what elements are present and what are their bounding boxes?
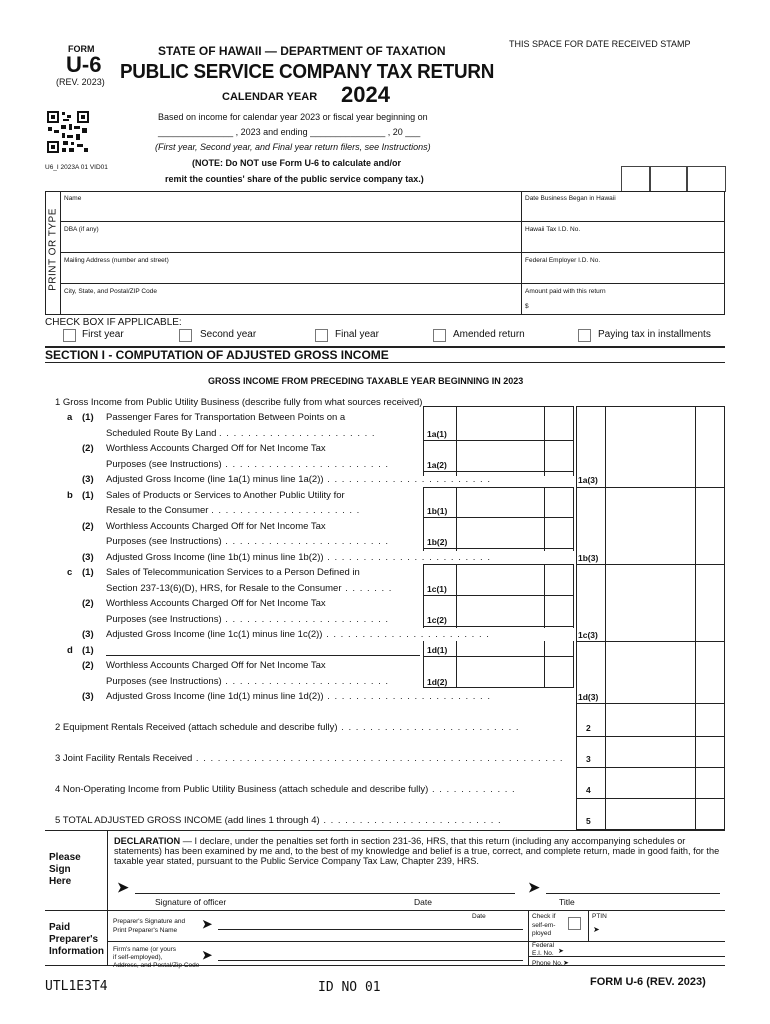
line-2-text: 2 Equipment Rentals Received (attach schedule and describe fully) . . . . . . . . . . . . . . . . . . . . . . . . . bbox=[55, 722, 520, 733]
ref-1c2: 1c(2) bbox=[427, 615, 447, 625]
amount-1b3[interactable] bbox=[608, 548, 692, 562]
fein-arrow-icon: ➤ bbox=[558, 948, 564, 955]
line-1b1-text-2: Resale to the Consumer . . . . . . . . . . . . . . . . . . . . . bbox=[106, 505, 361, 516]
city-field[interactable] bbox=[64, 298, 514, 312]
amount-3[interactable] bbox=[608, 750, 692, 764]
form-word: FORM bbox=[68, 44, 95, 54]
period-line[interactable]: _______________ , 2023 and ending _______________ , 20 ___ bbox=[158, 127, 421, 137]
line-1b-letter: b bbox=[67, 490, 73, 501]
line-1b1-num: (1) bbox=[82, 490, 94, 501]
declaration-text: DECLARATION — I declare, under the penalties set forth in section 231-36, HRS, that this return (including any accompanying schedules or statements) has been examined by me and, to the best of my knowledge and belief is a true, correct, and complete return, made in good faith, for the taxable year stated, pursuant to the Public Service Company Tax Law, Chapter 239, HRS. bbox=[114, 836, 720, 866]
ref-2: 2 bbox=[586, 723, 591, 733]
amount-1d3[interactable] bbox=[608, 688, 692, 702]
ref-1a1: 1a(1) bbox=[427, 429, 447, 439]
line-1a1-text-1: Passenger Fares for Transportation Between Points on a bbox=[106, 412, 346, 423]
form-title: PUBLIC SERVICE COMPANY TAX RETURN bbox=[120, 60, 495, 83]
section-1-title: SECTION I - COMPUTATION OF ADJUSTED GROSS INCOME bbox=[45, 348, 389, 362]
ref-1c1: 1c(1) bbox=[427, 584, 447, 594]
note-line-1: (NOTE: Do NOT use Form U-6 to calculate and/or bbox=[192, 158, 402, 168]
line-1d1-description-line[interactable] bbox=[106, 655, 420, 656]
installments-label: Paying tax in installments bbox=[598, 329, 711, 340]
line-1c2-num: (2) bbox=[82, 598, 94, 609]
line-1c1-text-2: Section 237-13(6)(D), HRS, for Resale to the Consumer . . . . . . . bbox=[106, 583, 393, 594]
line-1c3-text: Adjusted Gross Income (line 1c(1) minus line 1c(2)) . . . . . . . . . . . . . . . . . . . . . . . bbox=[106, 629, 490, 640]
preparer-arrow-icon: ➤ bbox=[202, 917, 213, 931]
fein-field[interactable] bbox=[525, 267, 715, 281]
firm-name-label: Firm's name (or yours if self-employed), Address, and Postal/Zip Code bbox=[113, 946, 200, 969]
form-revision: (REV. 2023) bbox=[56, 77, 105, 87]
amended-return-label: Amended return bbox=[453, 329, 525, 340]
amount-paid-field[interactable] bbox=[533, 299, 713, 313]
line-1a3-text: Adjusted Gross Income (line 1a(1) minus line 1a(2)) . . . . . . . . . . . . . . . . . . . . . . . bbox=[106, 474, 491, 485]
line-1b2-text-1: Worthless Accounts Charged Off for Net Income Tax bbox=[106, 521, 326, 532]
amount-4[interactable] bbox=[608, 781, 692, 795]
please-sign-here: Please Sign Here bbox=[49, 852, 81, 887]
footer-form-label: FORM U-6 (REV. 2023) bbox=[590, 976, 706, 988]
date-began-label: Date Business Began in Hawaii bbox=[525, 195, 616, 202]
qr-code-icon bbox=[46, 110, 90, 154]
line-1d2-num: (2) bbox=[82, 660, 94, 671]
amended-return-checkbox[interactable] bbox=[433, 329, 446, 342]
checkbox-heading: CHECK BOX IF APPLICABLE: bbox=[45, 317, 182, 328]
amount-1c1[interactable] bbox=[458, 579, 542, 593]
ref-1d2: 1d(2) bbox=[427, 677, 448, 687]
line-1a2-num: (2) bbox=[82, 443, 94, 454]
line-1a2-text-1: Worthless Accounts Charged Off for Net Income Tax bbox=[106, 443, 326, 454]
ref-5: 5 bbox=[586, 816, 591, 826]
address-label: Mailing Address (number and street) bbox=[64, 257, 169, 264]
line-1b3-text: Adjusted Gross Income (line 1b(1) minus line 1b(2)) . . . . . . . . . . . . . . . . . . . . . . . bbox=[106, 552, 491, 563]
calendar-year-label: CALENDAR YEAR bbox=[222, 91, 318, 103]
line-1a1-num: (1) bbox=[82, 412, 94, 423]
line-1-text: 1 Gross Income from Public Utility Business (describe fully from what sources received) bbox=[55, 397, 423, 408]
ref-1b1: 1b(1) bbox=[427, 506, 448, 516]
title-line[interactable] bbox=[546, 893, 720, 894]
calendar-year: 2024 bbox=[341, 82, 390, 107]
amount-paid-label: Amount paid with this return bbox=[525, 288, 606, 295]
footer-code: UTL1E3T4 bbox=[45, 979, 108, 994]
line-1c-letter: c bbox=[67, 567, 73, 578]
stamp-box-3[interactable] bbox=[687, 166, 726, 192]
city-label: City, State, and Postal/ZIP Code bbox=[64, 288, 157, 295]
amount-1c3[interactable] bbox=[608, 625, 692, 639]
fein-label: Federal Employer I.D. No. bbox=[525, 257, 601, 264]
line-1d2-text-1: Worthless Accounts Charged Off for Net Income Tax bbox=[106, 660, 326, 671]
line-1b1-text-1: Sales of Products or Services to Another Public Utility for bbox=[106, 490, 345, 501]
sign-arrow-icon: ➤ bbox=[117, 879, 129, 895]
amount-1a1[interactable] bbox=[458, 425, 542, 439]
self-employed-label: Check if self-em- ployed bbox=[532, 913, 556, 937]
amount-1c2[interactable] bbox=[458, 610, 542, 624]
line-1d2-text-2: Purposes (see Instructions) . . . . . . . . . . . . . . . . . . . . . . . bbox=[106, 676, 390, 687]
note-line-2: remit the counties' share of the public service company tax.) bbox=[165, 174, 424, 184]
ref-1d1: 1d(1) bbox=[427, 645, 448, 655]
stamp-label: THIS SPACE FOR DATE RECEIVED STAMP bbox=[509, 39, 691, 49]
phone-field[interactable] bbox=[575, 957, 720, 965]
form-number: U-6 bbox=[66, 52, 102, 77]
line-1a1-text-2: Scheduled Route By Land . . . . . . . . . . . . . . . . . . . . . . bbox=[106, 428, 376, 439]
amount-1a3[interactable] bbox=[608, 471, 692, 485]
line-1c3-num: (3) bbox=[82, 629, 94, 640]
name-label: Name bbox=[64, 195, 82, 202]
date-began-field[interactable] bbox=[525, 205, 715, 219]
second-year-label: Second year bbox=[200, 329, 257, 340]
line-1a3-num: (3) bbox=[82, 474, 94, 485]
line-1b3-num: (3) bbox=[82, 552, 94, 563]
amount-1a2[interactable] bbox=[458, 455, 542, 469]
ref-1a3: 1a(3) bbox=[578, 475, 598, 485]
line-1d-letter: d bbox=[67, 645, 73, 656]
line-5-text: 5 TOTAL ADJUSTED GROSS INCOME (add lines 1 through 4) . . . . . . . . . . . . . . . . . . . . . . . . . bbox=[55, 815, 502, 826]
dba-label: DBA (if any) bbox=[64, 226, 99, 233]
title-arrow-icon: ➤ bbox=[528, 879, 540, 895]
final-year-label: Final year bbox=[335, 329, 379, 340]
firm-arrow-icon: ➤ bbox=[202, 948, 213, 962]
tax-id-label: Hawaii Tax I.D. No. bbox=[525, 226, 581, 233]
form-code: U6_I 2023A 01 VID01 bbox=[45, 164, 108, 171]
ref-1b2: 1b(2) bbox=[427, 537, 448, 547]
line-1b2-num: (2) bbox=[82, 521, 94, 532]
final-year-checkbox[interactable] bbox=[315, 329, 328, 342]
ref-3: 3 bbox=[586, 754, 591, 764]
line-3-text: 3 Joint Facility Rentals Received . . . . . . . . . . . . . . . . . . . . . . . . . . . . . . . . . . . . . . . . . . . . . . . . . . . bbox=[55, 753, 564, 764]
first-year-label: First year bbox=[82, 329, 124, 340]
amount-5[interactable] bbox=[608, 812, 692, 826]
amount-1d1[interactable] bbox=[458, 642, 542, 655]
line-1d3-num: (3) bbox=[82, 691, 94, 702]
ptin-field[interactable] bbox=[604, 924, 719, 937]
agency-name: STATE OF HAWAII — DEPARTMENT OF TAXATION bbox=[158, 44, 446, 58]
preparer-signature-label: Preparer's Signature and Print Preparer's Name bbox=[113, 918, 186, 934]
federal-ein-label: Federal E.I. No. bbox=[532, 942, 555, 957]
firm-name-line[interactable] bbox=[218, 960, 523, 961]
amount-1b2[interactable] bbox=[458, 532, 542, 546]
officer-date-label: Date bbox=[414, 897, 432, 907]
signature-of-officer-label: Signature of officer bbox=[155, 897, 227, 907]
ref-1a2: 1a(2) bbox=[427, 460, 447, 470]
ptin-arrow-icon: ➤ bbox=[593, 925, 600, 934]
preparer-signature-line[interactable] bbox=[218, 929, 523, 930]
address-field[interactable] bbox=[64, 267, 514, 281]
section-1-subtitle: GROSS INCOME FROM PRECEDING TAXABLE YEAR BEGINNING IN 2023 bbox=[208, 376, 524, 386]
line-1b2-text-2: Purposes (see Instructions) . . . . . . . . . . . . . . . . . . . . . . . bbox=[106, 536, 390, 547]
line-1c1-num: (1) bbox=[82, 567, 94, 578]
self-employed-checkbox[interactable] bbox=[568, 917, 581, 930]
line-1c1-text-1: Sales of Telecommunication Services to a Person Defined in bbox=[106, 567, 360, 578]
name-field[interactable] bbox=[64, 205, 514, 219]
line-1d1-num: (1) bbox=[82, 645, 94, 656]
tax-id-field[interactable] bbox=[525, 236, 715, 250]
line-1c2-text-2: Purposes (see Instructions) . . . . . . . . . . . . . . . . . . . . . . . bbox=[106, 614, 390, 625]
amount-1d2[interactable] bbox=[458, 672, 542, 686]
stamp-box-1[interactable] bbox=[621, 166, 650, 192]
footer-id: ID NO 01 bbox=[318, 980, 381, 995]
first-year-checkbox[interactable] bbox=[63, 329, 76, 342]
installments-checkbox[interactable] bbox=[578, 329, 591, 342]
second-year-checkbox[interactable] bbox=[179, 329, 192, 342]
ref-1c3: 1c(3) bbox=[578, 630, 598, 640]
phone-arrow-icon: ➤ bbox=[563, 960, 569, 967]
ptin-label: PTIN bbox=[592, 913, 607, 920]
ref-1d3: 1d(3) bbox=[578, 692, 599, 702]
officer-title-label: Title bbox=[559, 897, 575, 907]
dollar-sign: $ bbox=[525, 303, 529, 310]
print-or-type-label: PRINT OR TYPE bbox=[47, 208, 59, 291]
line-1c2-text-1: Worthless Accounts Charged Off for Net Income Tax bbox=[106, 598, 326, 609]
line-4-text: 4 Non-Operating Income from Public Utility Business (attach schedule and describe fully) . . . . . . . . . . . . bbox=[55, 784, 516, 795]
preparer-date-label: Date bbox=[472, 913, 486, 920]
line-1a-letter: a bbox=[67, 412, 73, 423]
stamp-box-2[interactable] bbox=[650, 166, 687, 192]
paid-preparer-label: Paid Preparer's Information bbox=[49, 922, 104, 957]
line-1d3-text: Adjusted Gross Income (line 1d(1) minus line 1d(2)) . . . . . . . . . . . . . . . . . . . . . . . bbox=[106, 691, 491, 702]
ref-4: 4 bbox=[586, 785, 591, 795]
preparer-fein-field[interactable] bbox=[570, 944, 720, 955]
officer-signature-line[interactable] bbox=[135, 893, 515, 894]
line-1a2-text-2: Purposes (see Instructions) . . . . . . . . . . . . . . . . . . . . . . . bbox=[106, 459, 390, 470]
ref-1b3: 1b(3) bbox=[578, 553, 599, 563]
amount-1b1[interactable] bbox=[458, 502, 542, 516]
instructions-note: (First year, Second year, and Final year return filers, see Instructions) bbox=[155, 142, 431, 152]
phone-label: Phone No. bbox=[532, 960, 563, 967]
based-on-line: Based on income for calendar year 2023 or fiscal year beginning on bbox=[158, 112, 428, 122]
dba-field[interactable] bbox=[64, 236, 514, 250]
amount-2[interactable] bbox=[608, 719, 692, 733]
